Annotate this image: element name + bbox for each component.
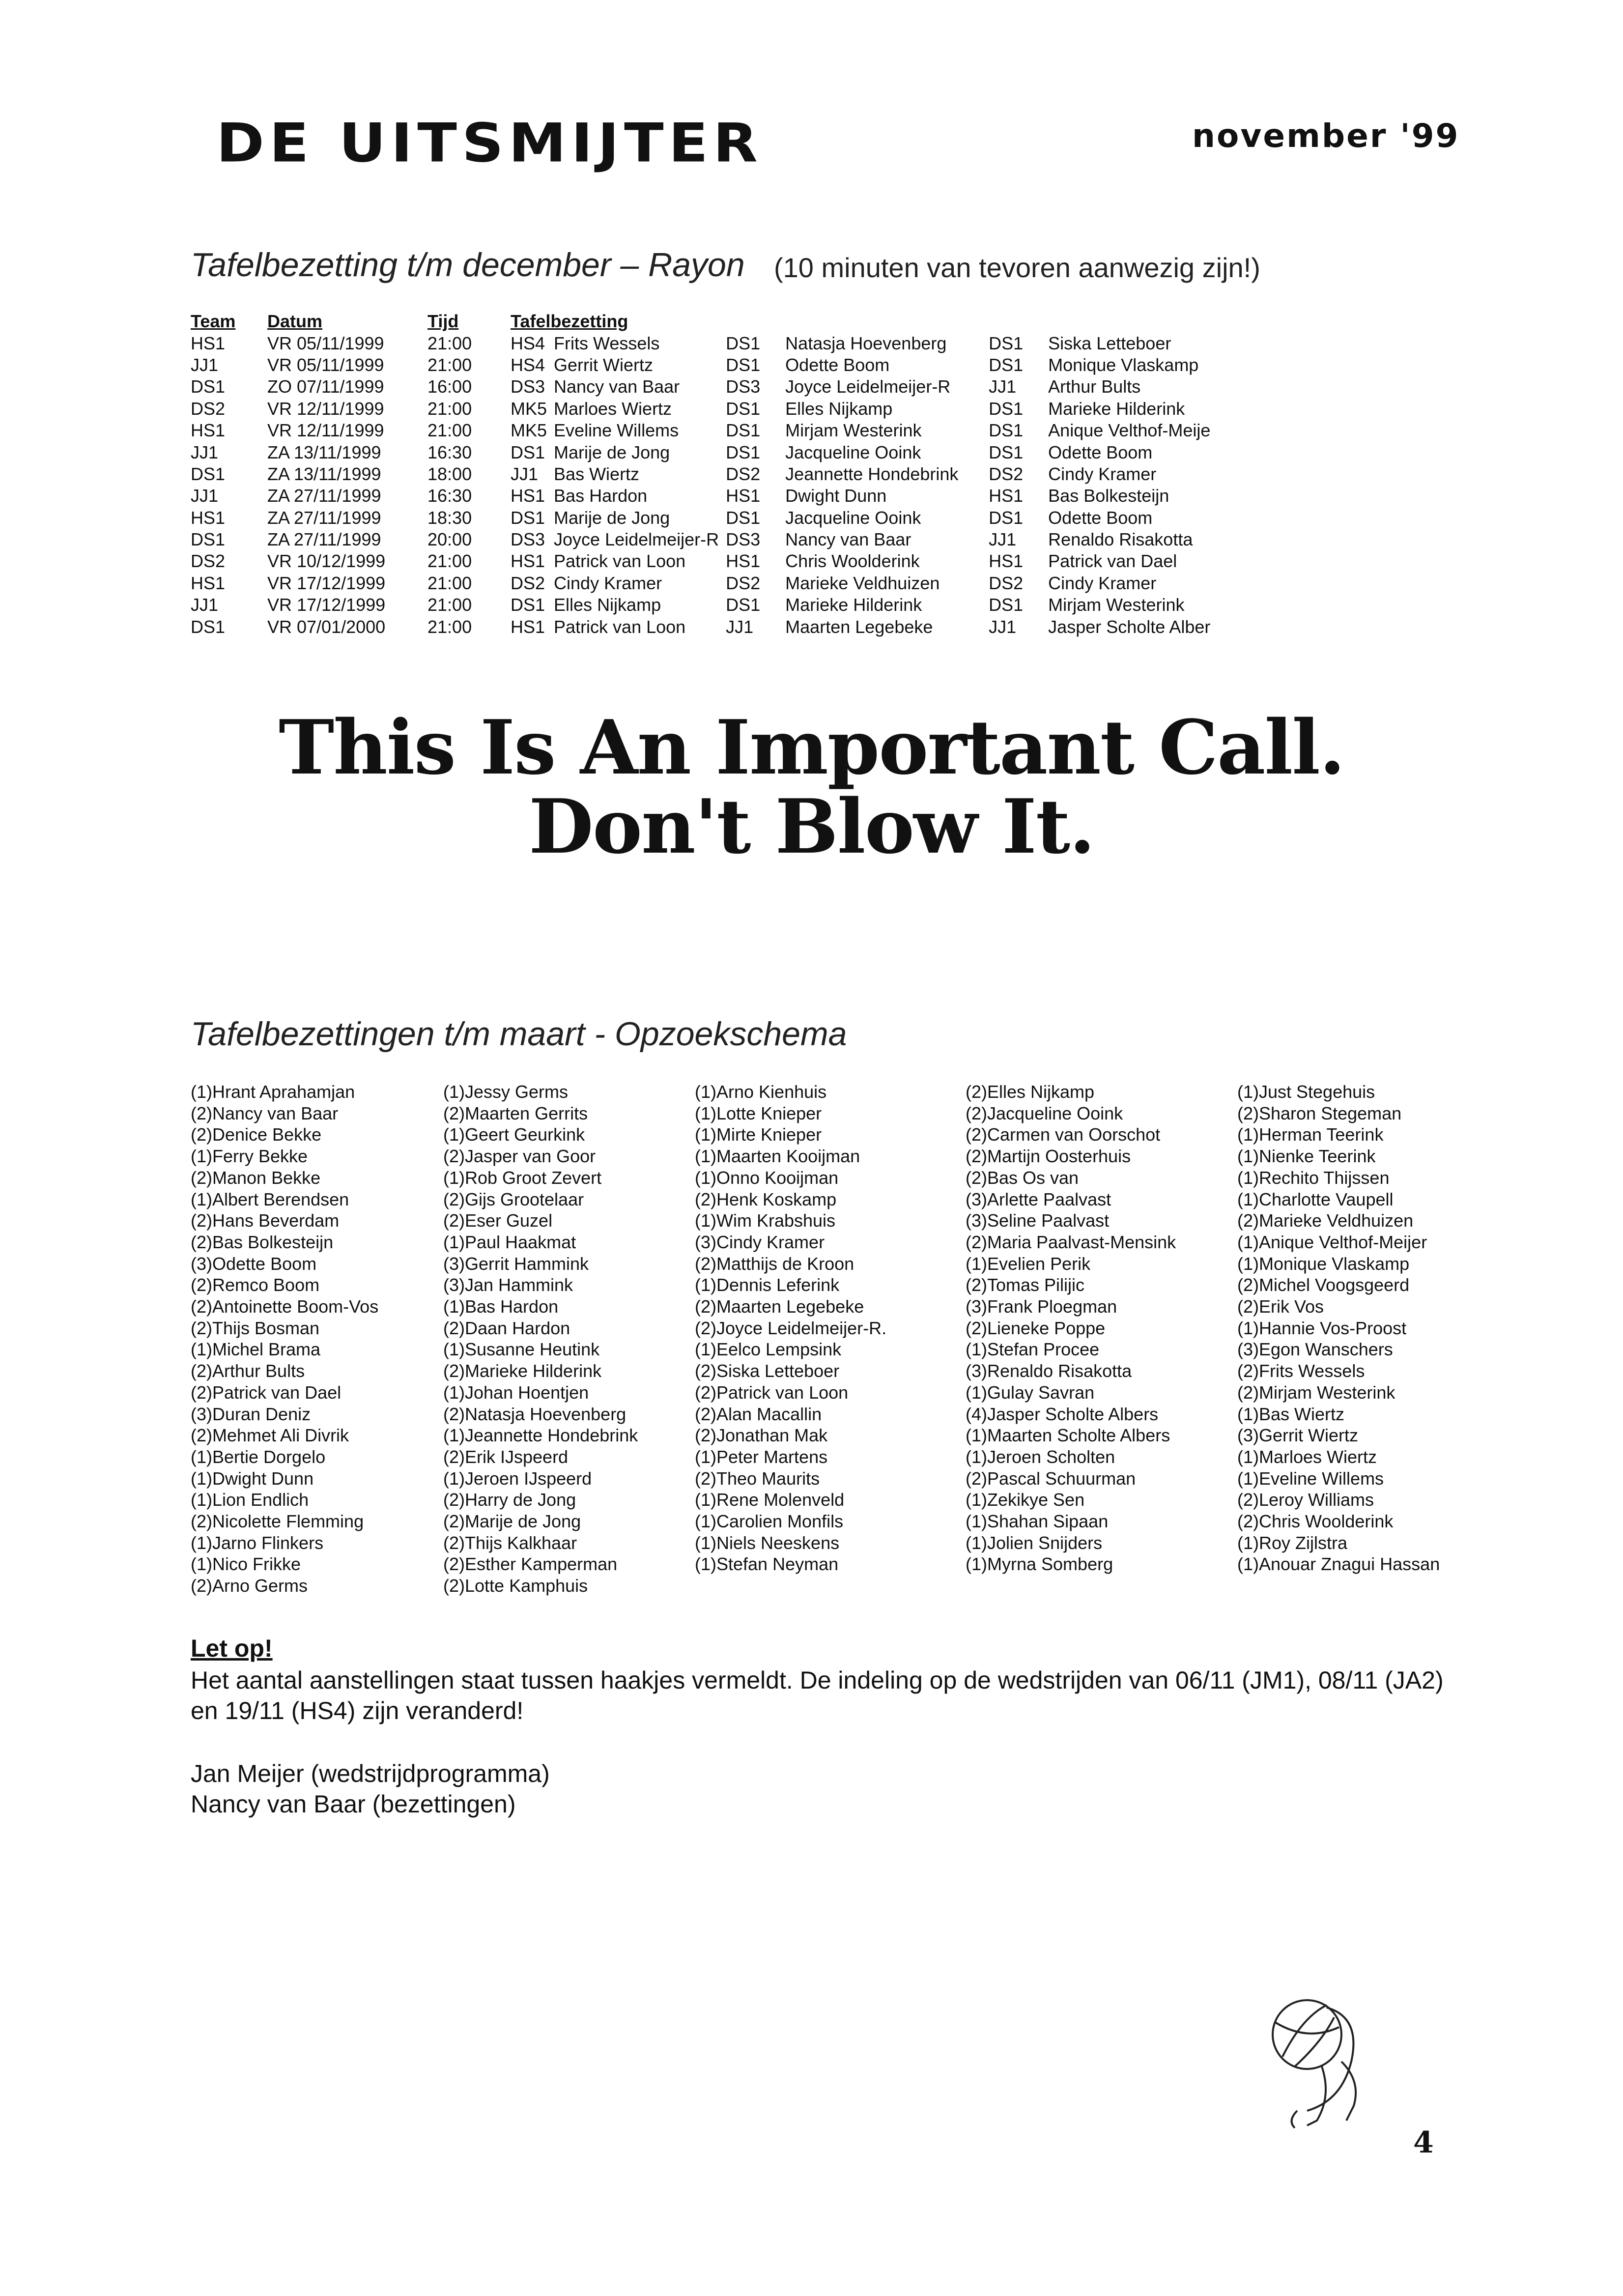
lookup-entry: (2)Nancy van Baar (191, 1103, 339, 1123)
cell-duty3-team: DS1 (989, 398, 1024, 419)
notice-title: Let op! (191, 1635, 273, 1662)
lookup-entry: (1)Susanne Heutink (443, 1339, 600, 1360)
cell-team: DS1 (191, 463, 226, 484)
cell-duty2-name: Joyce Leidelmeijer-R (785, 376, 951, 397)
cell-duty1-team: HS1 (511, 486, 545, 506)
lookup-entry: (1)Marloes Wiertz (1237, 1446, 1377, 1467)
lookup-entry: (1)Dwight Dunn (191, 1468, 314, 1489)
cell-duty3-name: Monique Vlaskamp (1048, 354, 1199, 375)
lookup-entry: (2)Harry de Jong (443, 1490, 576, 1510)
cell-duty3-name: Siska Letteboer (1048, 333, 1171, 353)
cell-duty3-name: Arthur Bults (1048, 376, 1141, 397)
cell-duty1-team: DS3 (511, 529, 545, 550)
lookup-entry: (2)Henk Koskamp (695, 1189, 837, 1209)
cell-date: ZA 27/11/1999 (267, 486, 381, 506)
cell-duty1-team: MK5 (511, 420, 547, 441)
cell-duty2-team: DS1 (726, 595, 761, 615)
cell-team: HS1 (191, 507, 226, 528)
cell-team: HS1 (191, 573, 226, 593)
lookup-entry: (1)Maarten Kooijman (695, 1146, 860, 1167)
lookup-entry: (2)Manon Bekke (191, 1167, 321, 1188)
lookup-entry: (1)Bas Hardon (443, 1296, 559, 1317)
lookup-entry: (2)Elles Nijkamp (966, 1082, 1095, 1102)
lookup-entry: (1)Anouar Znagui Hassan (1237, 1554, 1440, 1575)
lookup-entry: (1)Onno Kooijman (695, 1167, 839, 1188)
lookup-entry: (1)Jolien Snijders (966, 1532, 1103, 1553)
signatures (191, 1758, 550, 1819)
lookup-entry: (2)Lotte Kamphuis (443, 1576, 588, 1596)
cell-team: JJ1 (191, 354, 219, 375)
cell-duty3-team: JJ1 (989, 529, 1017, 550)
lookup-entry: (2)Theo Maurits (695, 1468, 820, 1489)
cell-duty3-name: Cindy Kramer (1048, 573, 1157, 593)
lookup-entry: (1)Niels Neeskens (695, 1532, 840, 1553)
lookup-entry: (2)Daan Hardon (443, 1318, 570, 1338)
lookup-entry: (2)Maarten Legebeke (695, 1296, 864, 1317)
lookup-entry: (2)Natasja Hoevenberg (443, 1404, 626, 1424)
cell-team: HS1 (191, 420, 226, 441)
cell-duty1-team: DS1 (511, 507, 545, 528)
cell-duty1-team: HS4 (511, 354, 545, 375)
section-title-rayon: Tafelbezetting t/m december – Rayon (191, 246, 745, 284)
cell-duty3-name: Jasper Scholte Alber (1048, 616, 1211, 637)
cell-date: VR 12/11/1999 (267, 398, 384, 419)
cell-duty2-name: Jacqueline Ooink (785, 507, 921, 528)
lookup-entry: (1)Geert Geurkink (443, 1124, 585, 1145)
cell-team: DS2 (191, 551, 226, 572)
lookup-entry: (1)Shahan Sipaan (966, 1511, 1109, 1532)
cell-time: 21:00 (427, 595, 472, 615)
lookup-entry: (2)Matthijs de Kroon (695, 1253, 854, 1274)
lookup-entry: (1)Michel Brama (191, 1339, 321, 1360)
schedule-row (191, 594, 1217, 616)
lookup-entry: (1)Gulay Savran (966, 1382, 1095, 1403)
lookup-entry: (2)Lieneke Poppe (966, 1318, 1106, 1338)
cell-duty2-name: Maarten Legebeke (785, 616, 933, 637)
schedule-row (191, 420, 1217, 441)
schedule-row (191, 463, 1217, 485)
lookup-entry: (3)Egon Wanschers (1237, 1339, 1393, 1360)
cell-date: ZA 13/11/1999 (267, 442, 381, 462)
schedule-row (191, 354, 1217, 376)
schedule-row (191, 441, 1217, 463)
lookup-entry: (1)Roy Zijlstra (1237, 1532, 1348, 1553)
lookup-entry: (2)Maria Paalvast-Mensink (966, 1232, 1176, 1252)
lookup-entry: (1)Jeroen IJspeerd (443, 1468, 592, 1489)
cell-time: 21:00 (427, 354, 472, 375)
lookup-entry: (2)Marije de Jong (443, 1511, 581, 1532)
lookup-entry: (1)Johan Hoentjen (443, 1382, 589, 1403)
lookup-entry: (1)Jeannette Hondebrink (443, 1425, 638, 1446)
cell-duty3-team: DS1 (989, 595, 1024, 615)
schedule-row (191, 507, 1217, 529)
cell-date: VR 05/11/1999 (267, 354, 384, 375)
cell-duty2-team: DS1 (726, 398, 761, 419)
lookup-entry: (2)Hans Beverdam (191, 1210, 340, 1231)
col-header-duty: Tafelbezetting (511, 311, 628, 332)
lookup-entry: (2)Thijs Kalkhaar (443, 1532, 577, 1553)
cell-duty2-name: Jacqueline Ooink (785, 442, 921, 462)
lookup-entry: (2)Antoinette Boom-Vos (191, 1296, 379, 1317)
schedule-row (191, 332, 1217, 354)
lookup-entry: (1)Rob Groot Zevert (443, 1167, 602, 1188)
cell-duty3-team: DS1 (989, 420, 1024, 441)
lookup-entry: (2)Marieke Hilderink (443, 1361, 602, 1381)
lookup-entry: (2)Nicolette Flemming (191, 1511, 364, 1532)
cell-duty2-name: Dwight Dunn (785, 486, 887, 506)
lookup-column (1237, 1081, 1440, 1575)
lookup-entry: (1)Anique Velthof-Meijer (1237, 1232, 1427, 1252)
cell-duty1-team: DS2 (511, 573, 545, 593)
cell-duty1-team: HS1 (511, 551, 545, 572)
cell-duty3-team: DS2 (989, 463, 1024, 484)
lookup-entry: (1)Carolien Monfils (695, 1511, 844, 1532)
cell-time: 21:00 (427, 551, 472, 572)
lookup-entry: (1)Charlotte Vaupell (1237, 1189, 1394, 1209)
cell-time: 16:30 (427, 486, 472, 506)
cell-duty1-name: Marije de Jong (554, 442, 670, 462)
cell-duty2-name: Jeannette Hondebrink (785, 463, 959, 484)
lookup-entry: (1)Eveline Willems (1237, 1468, 1384, 1489)
cell-time: 21:00 (427, 573, 472, 593)
cell-time: 16:30 (427, 442, 472, 462)
cell-duty2-team: DS1 (726, 333, 761, 353)
cell-duty3-name: Anique Velthof-Meije (1048, 420, 1211, 441)
cell-duty2-team: DS2 (726, 463, 761, 484)
cell-duty2-name: Nancy van Baar (785, 529, 911, 550)
cell-date: ZO 07/11/1999 (267, 376, 384, 397)
cell-duty1-name: Gerrit Wiertz (554, 354, 654, 375)
cell-date: ZA 13/11/1999 (267, 463, 381, 484)
lookup-column (966, 1081, 1176, 1575)
lookup-entry: (2)Gijs Grootelaar (443, 1189, 584, 1209)
lookup-entry: (1)Jessy Germs (443, 1082, 569, 1102)
cell-duty2-team: DS3 (726, 376, 761, 397)
cell-duty2-team: DS2 (726, 573, 761, 593)
cell-duty2-team: DS1 (726, 420, 761, 441)
lookup-entry: (2)Tomas Pilijic (966, 1275, 1085, 1295)
cell-duty1-name: Nancy van Baar (554, 376, 680, 397)
cell-team: HS1 (191, 333, 226, 353)
cell-duty2-name: Marieke Hilderink (785, 595, 922, 615)
lookup-entry: (2)Erik Vos (1237, 1296, 1324, 1317)
lookup-entry: (1)Maarten Scholte Albers (966, 1425, 1170, 1446)
cell-duty3-team: HS1 (989, 551, 1024, 572)
cell-duty3-name: Odette Boom (1048, 442, 1153, 462)
cell-duty1-name: Bas Hardon (554, 486, 648, 506)
cell-time: 21:00 (427, 398, 472, 419)
lookup-entry: (1)Just Stegehuis (1237, 1082, 1375, 1102)
cell-duty3-name: Renaldo Risakotta (1048, 529, 1193, 550)
lookup-entry: (1)Bertie Dorgelo (191, 1446, 326, 1467)
cell-duty3-team: JJ1 (989, 376, 1017, 397)
lookup-entry: (2)Patrick van Loon (695, 1382, 849, 1403)
lookup-entry: (2)Thijs Bosman (191, 1318, 320, 1338)
cell-duty3-name: Odette Boom (1048, 507, 1153, 528)
lookup-entry: (2)Arthur Bults (191, 1361, 305, 1381)
lookup-entry: (2)Siska Letteboer (695, 1361, 840, 1381)
lookup-entry: (2)Carmen van Oorschot (966, 1124, 1161, 1145)
signature-line: Jan Meijer (wedstrijdprogramma) (191, 1760, 550, 1787)
lookup-entry: (2)Remco Boom (191, 1275, 320, 1295)
lookup-entry: (2)Bas Bolkesteijn (191, 1232, 334, 1252)
lookup-entry: (1)Bas Wiertz (1237, 1404, 1345, 1424)
cell-duty1-name: Cindy Kramer (554, 573, 662, 593)
cell-duty2-name: Chris Woolderink (785, 551, 920, 572)
cell-duty1-name: Eveline Willems (554, 420, 679, 441)
schedule-row (191, 616, 1217, 637)
lookup-entry: (1)Rene Molenveld (695, 1490, 845, 1510)
lookup-entry: (1)Peter Martens (695, 1446, 828, 1467)
cell-date: ZA 27/11/1999 (267, 529, 381, 550)
lookup-entry: (2)Eser Guzel (443, 1210, 553, 1231)
cell-duty3-name: Cindy Kramer (1048, 463, 1157, 484)
lookup-entry: (2)Leroy Williams (1237, 1490, 1374, 1510)
cell-duty2-team: DS3 (726, 529, 761, 550)
banner-slogan (0, 703, 1623, 871)
lookup-entry: (3)Cindy Kramer (695, 1232, 825, 1252)
lookup-entry: (3)Renaldo Risakotta (966, 1361, 1132, 1381)
lookup-entry: (3)Duran Deniz (191, 1404, 311, 1424)
cell-duty2-team: DS1 (726, 442, 761, 462)
cell-duty3-team: DS1 (989, 354, 1024, 375)
lookup-entry: (1)Stefan Neyman (695, 1554, 839, 1575)
lookup-entry: (3)Frank Ploegman (966, 1296, 1117, 1317)
cell-duty3-name: Marieke Hilderink (1048, 398, 1185, 419)
cell-duty3-name: Patrick van Dael (1048, 551, 1177, 572)
col-header-time: Tijd (427, 311, 459, 332)
lookup-entry: (2)Sharon Stegeman (1237, 1103, 1402, 1123)
lookup-entry: (1)Rechito Thijssen (1237, 1167, 1390, 1188)
lookup-entry: (1)Zekikye Sen (966, 1490, 1085, 1510)
section-note: (10 minuten van tevoren aanwezig zijn!) (774, 252, 1260, 283)
cell-duty3-team: DS2 (989, 573, 1024, 593)
cell-duty2-name: Elles Nijkamp (785, 398, 893, 419)
lookup-entry: (1)Arno Kienhuis (695, 1082, 827, 1102)
lookup-column (191, 1081, 378, 1597)
lookup-entry: (1)Evelien Perik (966, 1253, 1091, 1274)
cell-time: 21:00 (427, 333, 472, 353)
cell-date: VR 07/01/2000 (267, 616, 386, 637)
lookup-entry: (2)Jasper van Goor (443, 1146, 596, 1167)
schedule-row (191, 573, 1217, 594)
lookup-entry: (2)Michel Voogsgeerd (1237, 1275, 1410, 1295)
issue-date: november '99 (1192, 117, 1460, 155)
cell-duty1-name: Bas Wiertz (554, 463, 640, 484)
schedule-row (191, 550, 1217, 572)
cell-team: JJ1 (191, 442, 219, 462)
lookup-entry: (1)Lotte Knieper (695, 1103, 822, 1123)
cell-duty3-name: Bas Bolkesteijn (1048, 486, 1169, 506)
cell-duty1-team: DS1 (511, 595, 545, 615)
lookup-column (443, 1081, 638, 1597)
lookup-entry: (3)Odette Boom (191, 1253, 317, 1274)
cell-duty2-team: JJ1 (726, 616, 754, 637)
cell-duty2-team: DS1 (726, 354, 761, 375)
cell-time: 21:00 (427, 616, 472, 637)
cell-duty1-name: Elles Nijkamp (554, 595, 661, 615)
lookup-entry: (2)Erik IJspeerd (443, 1446, 569, 1467)
lookup-entry: (1)Wim Krabshuis (695, 1210, 836, 1231)
cell-team: JJ1 (191, 486, 219, 506)
cell-time: 18:30 (427, 507, 472, 528)
cell-duty2-name: Odette Boom (785, 354, 890, 375)
lookup-entry: (1)Paul Haakmat (443, 1232, 576, 1252)
lookup-entry: (2)Joyce Leidelmeijer-R. (695, 1318, 887, 1338)
lookup-entry: (2)Denice Bekke (191, 1124, 322, 1145)
lookup-column (695, 1081, 886, 1575)
banner-line-2: Don't Blow It. (529, 782, 1094, 871)
cell-duty2-team: HS1 (726, 551, 761, 572)
notice-text: Het aantal aanstellingen staat tussen haakjes vermeldt. De indeling op de wedstrijden van 06/11 (JM1), 08/11 (JA2) en 19/11 (HS4) zijn veranderd! (191, 1666, 1444, 1724)
cell-team: DS1 (191, 529, 226, 550)
cell-duty2-name: Natasja Hoevenberg (785, 333, 947, 353)
schedule-row (191, 398, 1217, 420)
lookup-entry: (1)Nienke Teerink (1237, 1146, 1376, 1167)
cell-duty1-name: Patrick van Loon (554, 551, 686, 572)
lookup-entry: (1)Albert Berendsen (191, 1189, 349, 1209)
cell-duty1-team: HS1 (511, 616, 545, 637)
cell-duty3-team: DS1 (989, 507, 1024, 528)
col-header-team: Team (191, 311, 236, 332)
cell-duty3-team: DS1 (989, 442, 1024, 462)
banner-line-1: This Is An Important Call. (279, 703, 1344, 791)
lookup-entry: (1)Hrant Aprahamjan (191, 1082, 355, 1102)
cell-team: JJ1 (191, 595, 219, 615)
lookup-entry: (3)Jan Hammink (443, 1275, 573, 1295)
lookup-entry: (3)Gerrit Wiertz (1237, 1425, 1358, 1446)
cell-team: DS1 (191, 616, 226, 637)
cell-duty1-name: Marloes Wiertz (554, 398, 672, 419)
cell-date: VR 17/12/1999 (267, 595, 386, 615)
lookup-entry: (1)Hannie Vos-Proost (1237, 1318, 1407, 1338)
cell-duty2-name: Mirjam Westerink (785, 420, 922, 441)
lookup-entry: (2)Pascal Schuurman (966, 1468, 1136, 1489)
signature-line: Nancy van Baar (bezettingen) (191, 1790, 516, 1818)
cell-time: 21:00 (427, 420, 472, 441)
lookup-entry: (4)Jasper Scholte Albers (966, 1404, 1159, 1424)
lookup-entry: (2)Arno Germs (191, 1576, 308, 1596)
lookup-entry: (1)Dennis Leferink (695, 1275, 840, 1295)
lookup-entry: (2)Bas Os van (966, 1167, 1079, 1188)
lookup-entry: (1)Stefan Procee (966, 1339, 1100, 1360)
cell-duty1-name: Frits Wessels (554, 333, 660, 353)
schedule-row (191, 376, 1217, 398)
lookup-entry: (2)Mirjam Westerink (1237, 1382, 1395, 1403)
lookup-entry: (2)Alan Macallin (695, 1404, 822, 1424)
lookup-entry: (2)Marieke Veldhuizen (1237, 1210, 1414, 1231)
lookup-entry: (2)Mehmet Ali Divrik (191, 1425, 349, 1446)
cell-team: DS1 (191, 376, 226, 397)
lookup-entry: (1)Lion Endlich (191, 1490, 309, 1510)
cell-duty1-name: Marije de Jong (554, 507, 670, 528)
lookup-entry: (1)Monique Vlaskamp (1237, 1253, 1410, 1274)
lookup-entry: (2)Jonathan Mak (695, 1425, 828, 1446)
cell-date: VR 05/11/1999 (267, 333, 384, 353)
lookup-entry: (1)Ferry Bekke (191, 1146, 308, 1167)
lookup-entry: (1)Eelco Lempsink (695, 1339, 842, 1360)
cell-duty2-team: HS1 (726, 486, 761, 506)
schedule-row (191, 485, 1217, 507)
lookup-entry: (1)Herman Teerink (1237, 1124, 1384, 1145)
cell-duty2-name: Marieke Veldhuizen (785, 573, 940, 593)
cell-time: 16:00 (427, 376, 472, 397)
schedule-row (191, 529, 1217, 550)
cell-date: VR 10/12/1999 (267, 551, 386, 572)
section-title-lookup: Tafelbezettingen t/m maart - Opzoekschema (191, 1015, 847, 1053)
schedule-table (191, 311, 1217, 638)
cell-duty1-name: Patrick van Loon (554, 616, 686, 637)
cell-date: VR 17/12/1999 (267, 573, 386, 593)
lookup-entry: (2)Esther Kamperman (443, 1554, 618, 1575)
lookup-entry: (2)Frits Wessels (1237, 1361, 1365, 1381)
lookup-entry: (2)Martijn Oosterhuis (966, 1146, 1131, 1167)
masthead-logo: DE UITSMIJTER (216, 112, 763, 174)
cell-duty1-team: DS3 (511, 376, 545, 397)
basketball-mascot-icon (1248, 1988, 1395, 2135)
cell-team: DS2 (191, 398, 226, 419)
lookup-entry: (3)Arlette Paalvast (966, 1189, 1111, 1209)
lookup-entry: (3)Gerrit Hammink (443, 1253, 589, 1274)
cell-duty1-name: Joyce Leidelmeijer-R (554, 529, 719, 550)
cell-time: 20:00 (427, 529, 472, 550)
schedule-header-row (191, 311, 1217, 332)
cell-duty1-team: DS1 (511, 442, 545, 462)
lookup-entry: (3)Seline Paalvast (966, 1210, 1110, 1231)
lookup-entry: (1)Nico Frikke (191, 1554, 301, 1575)
lookup-entry: (2)Chris Woolderink (1237, 1511, 1394, 1532)
lookup-entry: (1)Jeroen Scholten (966, 1446, 1115, 1467)
lookup-entry: (1)Myrna Somberg (966, 1554, 1113, 1575)
lookup-entry: (1)Jarno Flinkers (191, 1532, 324, 1553)
cell-duty3-team: JJ1 (989, 616, 1017, 637)
lookup-entry: (1)Mirte Knieper (695, 1124, 822, 1145)
cell-time: 18:00 (427, 463, 472, 484)
cell-duty3-name: Mirjam Westerink (1048, 595, 1185, 615)
cell-duty1-team: HS4 (511, 333, 545, 353)
cell-duty3-team: DS1 (989, 333, 1024, 353)
cell-duty1-team: MK5 (511, 398, 547, 419)
lookup-entry: (2)Patrick van Dael (191, 1382, 342, 1403)
cell-date: ZA 27/11/1999 (267, 507, 381, 528)
page-number: 4 (1413, 2125, 1434, 2160)
cell-date: VR 12/11/1999 (267, 420, 384, 441)
cell-duty1-team: JJ1 (511, 463, 539, 484)
lookup-entry: (2)Maarten Gerrits (443, 1103, 588, 1123)
lookup-entry: (2)Jacqueline Ooink (966, 1103, 1123, 1123)
cell-duty2-team: DS1 (726, 507, 761, 528)
cell-duty3-team: HS1 (989, 486, 1024, 506)
col-header-date: Datum (267, 311, 323, 332)
